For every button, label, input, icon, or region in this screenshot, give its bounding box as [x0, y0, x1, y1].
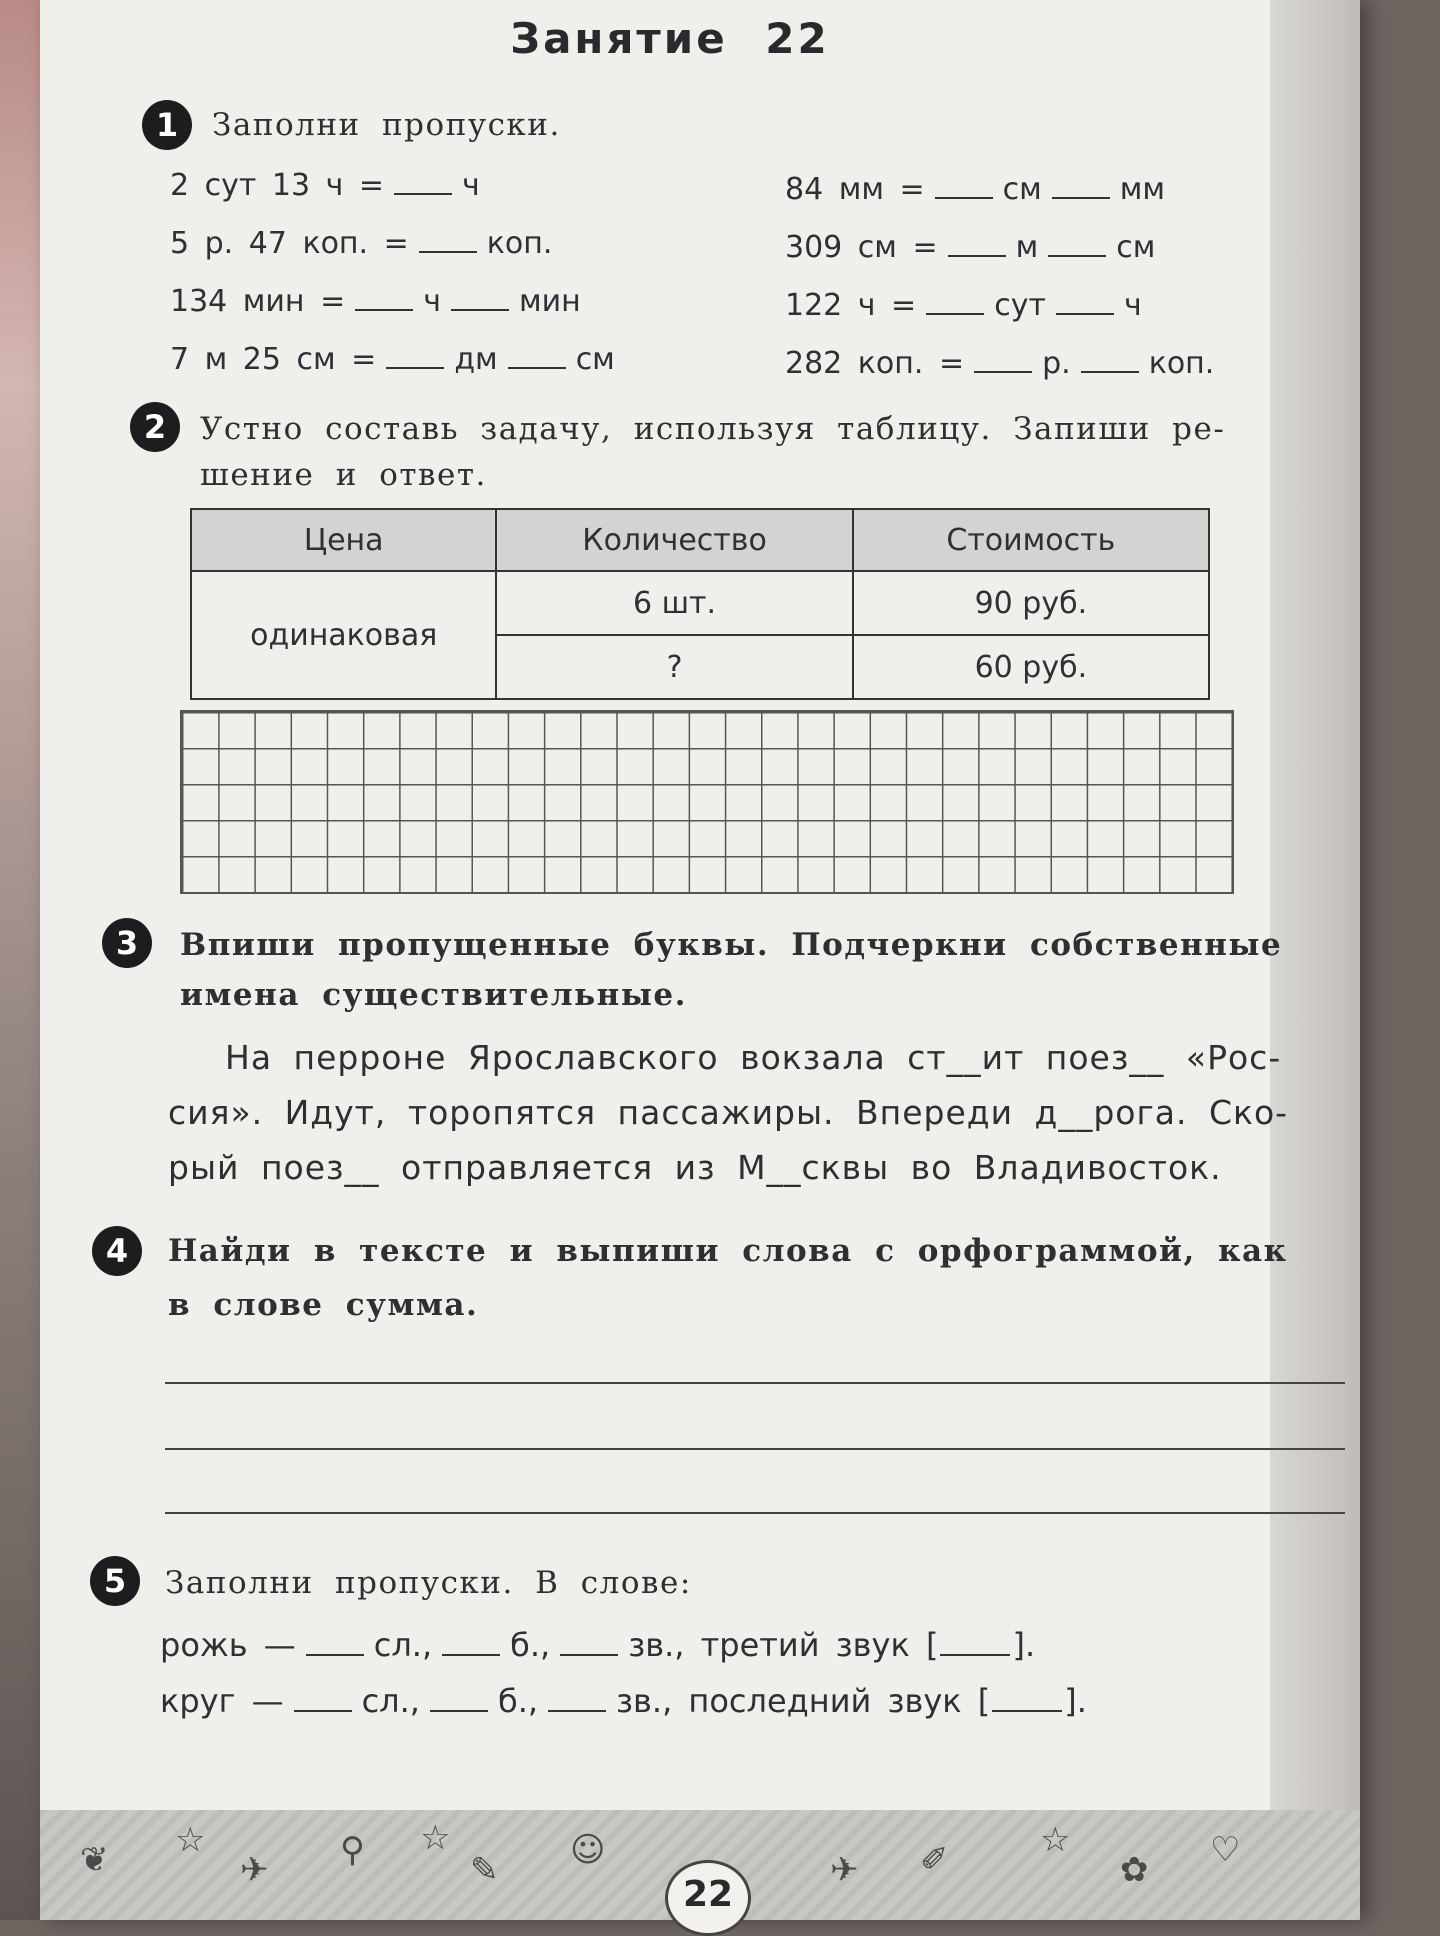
task4-line-2: в слове сумма. — [168, 1287, 479, 1323]
heart-icon: ♡ — [1210, 1830, 1241, 1870]
answer-blank[interactable] — [430, 1688, 488, 1712]
table-header-cost: Стоимость — [853, 509, 1209, 571]
answer-blank[interactable] — [306, 1632, 364, 1656]
task2-number: 2 — [130, 402, 180, 452]
sound-blank[interactable] — [940, 1632, 1010, 1656]
paper-plane-icon: ✈ — [830, 1850, 859, 1890]
workbook-page — [40, 0, 1360, 1920]
task1-left-row-2: 5 р. 47 коп. = коп. — [170, 226, 553, 261]
star-icon: ☆ — [175, 1820, 206, 1860]
answer-blank[interactable] — [394, 171, 452, 195]
task3-line-2: имена существительные. — [180, 977, 687, 1013]
answer-blank[interactable] — [1048, 233, 1106, 257]
task1-right-row-2: 309 см = м см — [785, 230, 1156, 265]
answer-blank[interactable] — [355, 287, 413, 311]
paint-icon: ✿ — [1120, 1850, 1149, 1890]
answer-blank[interactable] — [451, 287, 509, 311]
task4-line-1: Найди в тексте и выпиши слова с орфограммой, как — [168, 1233, 1288, 1269]
task2-line-1: Устно составь задачу, используя таблицу. Запиши ре- — [200, 411, 1226, 447]
table-cell-quantity: ? — [496, 635, 852, 699]
table-header-price: Цена — [191, 509, 496, 571]
task1-right-row-3: 122 ч = сут ч — [785, 288, 1142, 323]
leaf-icon: ❦ — [80, 1840, 109, 1880]
left-page-edge — [0, 0, 40, 1920]
pencil-icon: ✎ — [470, 1850, 499, 1890]
task3-text-line-3: рый поез__ отправляется из М__сквы во Владивосток. — [168, 1148, 1222, 1187]
answer-blank[interactable] — [926, 291, 984, 315]
solution-grid[interactable] — [180, 710, 1234, 894]
answer-blank[interactable] — [560, 1632, 618, 1656]
answer-blank[interactable] — [442, 1632, 500, 1656]
task5-heading: Заполни пропуски. В слове: — [165, 1565, 692, 1601]
star-icon: ☆ — [1040, 1820, 1071, 1860]
task3-text-line-2: сия». Идут, торопятся пассажиры. Впереди д__рога. Ско- — [168, 1093, 1289, 1132]
task3-text-line-1: На перроне Ярославского вокзала ст__ит поез__ «Рос- — [225, 1038, 1282, 1077]
task1-right-row-4: 282 коп. = р. коп. — [785, 346, 1215, 381]
table-cell-cost: 90 руб. — [853, 571, 1209, 635]
page-gutter — [1270, 0, 1360, 1920]
answer-line-3[interactable] — [165, 1512, 1345, 1514]
task5-row-2: круг — сл., б., зв., последний звук [ ]. — [160, 1682, 1087, 1720]
pushpin-icon: ⚲ — [340, 1830, 365, 1870]
paper-plane-icon: ✈ — [240, 1850, 269, 1890]
answer-blank[interactable] — [1056, 291, 1114, 315]
table-cell-cost: 60 руб. — [853, 635, 1209, 699]
task1-left-row-4: 7 м 25 см = дм см — [170, 342, 615, 377]
answer-blank[interactable] — [974, 349, 1032, 373]
task5-row-1: рожь — сл., б., зв., третий звук [ ]. — [160, 1626, 1036, 1664]
answer-line-2[interactable] — [165, 1448, 1345, 1450]
crayon-icon: ✐ — [920, 1840, 949, 1880]
task3-number: 3 — [102, 918, 152, 968]
page-number: 22 — [665, 1860, 751, 1936]
sound-blank[interactable] — [992, 1688, 1062, 1712]
task3-line-1: Впиши пропущенные буквы. Подчеркни собственные — [180, 927, 1283, 963]
table-cell-price: одинаковая — [191, 571, 496, 699]
answer-line-1[interactable] — [165, 1382, 1345, 1384]
answer-blank[interactable] — [294, 1688, 352, 1712]
answer-blank[interactable] — [935, 175, 993, 199]
task1-heading: Заполни пропуски. — [212, 107, 561, 143]
keyword-summa: сумма — [345, 1287, 466, 1323]
task1-number: 1 — [142, 100, 192, 150]
page-title: Занятие 22 — [510, 14, 830, 63]
task5-number: 5 — [90, 1556, 140, 1606]
task2-line-2: шение и ответ. — [200, 457, 487, 493]
task1-left-row-3: 134 мин = ч мин — [170, 284, 581, 319]
table-cell-quantity: 6 шт. — [496, 571, 852, 635]
answer-blank[interactable] — [1081, 349, 1139, 373]
price-table — [190, 508, 1210, 700]
star-icon: ☆ — [420, 1818, 451, 1858]
task4-number: 4 — [92, 1226, 142, 1276]
answer-blank[interactable] — [508, 345, 566, 369]
cat-icon: ☺ — [570, 1830, 606, 1870]
table-header-quantity: Количество — [496, 509, 852, 571]
task1-left-row-1: 2 сут 13 ч = ч — [170, 168, 480, 203]
answer-blank[interactable] — [548, 1688, 606, 1712]
task1-right-row-1: 84 мм = см мм — [785, 172, 1166, 207]
answer-blank[interactable] — [1052, 175, 1110, 199]
answer-blank[interactable] — [948, 233, 1006, 257]
answer-blank[interactable] — [386, 345, 444, 369]
answer-blank[interactable] — [419, 229, 477, 253]
